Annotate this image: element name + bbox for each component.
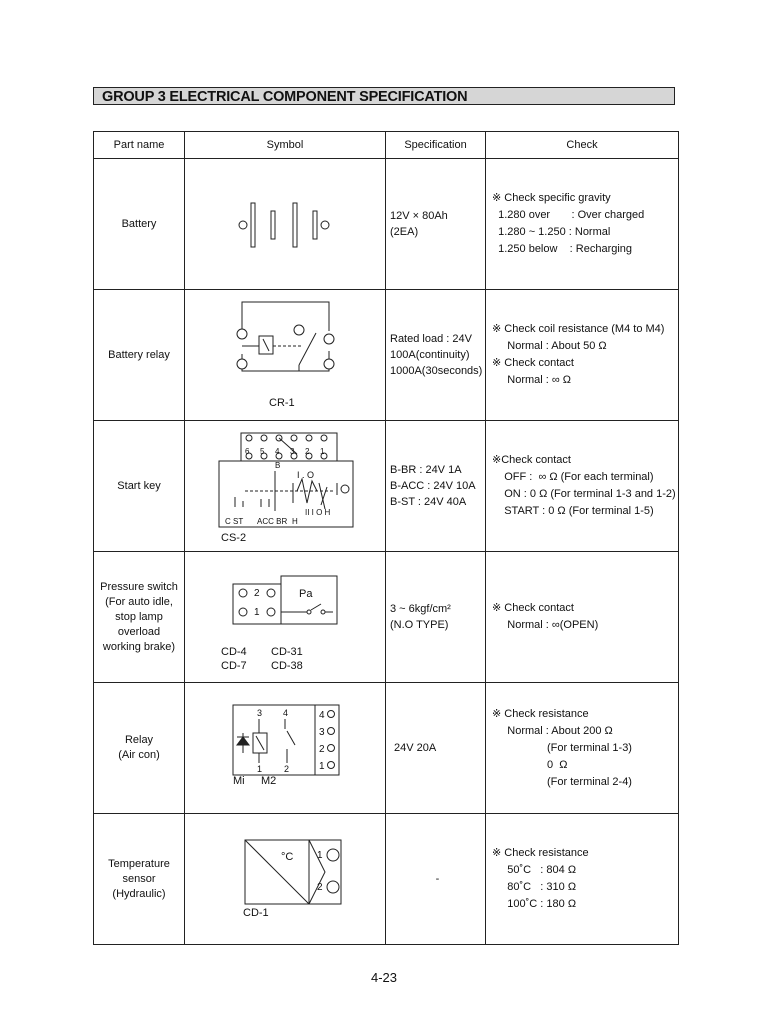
battery-relay-symbol <box>185 290 386 421</box>
part-name-cell: Relay (Air con) <box>94 683 185 814</box>
svg-text:1: 1 <box>317 850 323 861</box>
part-name-cell: Battery <box>94 159 185 290</box>
svg-text:II I O H: II I O H <box>305 508 331 517</box>
spec-cell: B-BR : 24V 1A B-ACC : 24V 10A B-ST : 24V 40A <box>386 421 486 552</box>
part-name-cell: Pressure switch (For auto idle, stop lamp overload working brake) <box>94 552 185 683</box>
header-symbol: Symbol <box>185 132 386 159</box>
svg-text:4: 4 <box>275 447 280 456</box>
svg-text:B: B <box>275 461 281 470</box>
spec-cell: 24V 20A <box>386 683 486 814</box>
svg-text:6: 6 <box>245 447 250 456</box>
svg-text:CD-38: CD-38 <box>271 660 303 672</box>
header-specification: Specification <box>386 132 486 159</box>
check-cell: ※ Check contact Normal : ∞(OPEN) <box>486 552 679 683</box>
svg-text:CD-1: CD-1 <box>243 907 269 919</box>
spec-cell: Rated load : 24V 100A(continuity) 1000A(30seconds) <box>386 290 486 421</box>
svg-text:3: 3 <box>257 708 263 718</box>
spec-cell: - <box>386 814 486 945</box>
svg-text:1: 1 <box>254 607 260 618</box>
check-cell: ※ Check coil resistance (M4 to M4) Normal : About 50 Ω ※ Check contact Normal : ∞ Ω <box>486 290 679 421</box>
battery-symbol <box>185 159 386 290</box>
group-title: GROUP 3 ELECTRICAL COMPONENT SPECIFICATION <box>93 87 675 105</box>
svg-text:1: 1 <box>319 761 325 772</box>
spec-cell: 3 ~ 6kgf/cm² (N.O TYPE) <box>386 552 486 683</box>
check-cell: ※ Check specific gravity 1.280 over : Over charged 1.280 ~ 1.250 : Normal 1.250 below : Recharging <box>486 159 679 290</box>
check-cell: ※ Check resistance 50˚C : 804 Ω 80˚C : 310 Ω 100˚C : 180 Ω <box>486 814 679 945</box>
svg-text:2: 2 <box>317 882 323 893</box>
pressure-switch-symbol <box>185 552 386 683</box>
header-row <box>94 132 679 159</box>
svg-text:CD-7: CD-7 <box>221 660 247 672</box>
svg-text:C ST: C ST <box>225 517 244 526</box>
table-row <box>94 159 679 290</box>
svg-text:1: 1 <box>257 764 263 774</box>
table-row <box>94 290 679 421</box>
svg-text:Pa: Pa <box>299 588 313 600</box>
check-cell: ※ Check resistance Normal : About 200 Ω (For terminal 1-3) 0 Ω (For terminal 2-4) <box>486 683 679 814</box>
check-cell: ※Check contact OFF : ∞ Ω (For each terminal) ON : 0 Ω (For terminal 1-3 and 1-2) START : 0 Ω (For terminal 1-5) <box>486 421 679 552</box>
svg-text:2: 2 <box>319 744 325 755</box>
spec-table <box>93 131 679 945</box>
header-check: Check <box>486 132 679 159</box>
svg-text:CD-4: CD-4 <box>221 646 247 658</box>
svg-text:3: 3 <box>290 447 295 456</box>
svg-text:CD-31: CD-31 <box>271 646 303 658</box>
svg-text:ACC BR: ACC BR <box>257 517 288 526</box>
svg-text:M2: M2 <box>261 775 277 787</box>
svg-text:I . O: I . O <box>297 470 315 480</box>
page-number: 4-23 <box>370 970 398 985</box>
svg-text:2: 2 <box>284 764 290 774</box>
svg-text:4: 4 <box>319 710 325 721</box>
svg-text:1: 1 <box>320 447 325 456</box>
part-name-cell: Temperature sensor (Hydraulic) <box>94 814 185 945</box>
table-row <box>94 552 679 683</box>
relay-symbol <box>185 683 386 814</box>
svg-text:5: 5 <box>260 447 265 456</box>
table-row <box>94 683 679 814</box>
svg-text:H: H <box>292 517 298 526</box>
svg-text:3: 3 <box>319 727 325 738</box>
symbol-label: CR-1 <box>269 397 295 409</box>
header-part-name: Part name <box>94 132 185 159</box>
symbol-label: CS-2 <box>221 532 247 544</box>
table-row <box>94 814 679 945</box>
svg-text:2: 2 <box>305 447 310 456</box>
spec-cell: 12V × 80Ah (2EA) <box>386 159 486 290</box>
part-name-cell: Battery relay <box>94 290 185 421</box>
start-key-symbol <box>185 421 386 552</box>
part-name-cell: Start key <box>94 421 185 552</box>
svg-text:2: 2 <box>254 588 260 599</box>
svg-text:4: 4 <box>283 708 289 718</box>
svg-text:°C: °C <box>281 851 294 863</box>
table-row <box>94 421 679 552</box>
svg-text:Mi: Mi <box>233 775 245 787</box>
temperature-sensor-symbol <box>185 814 386 945</box>
